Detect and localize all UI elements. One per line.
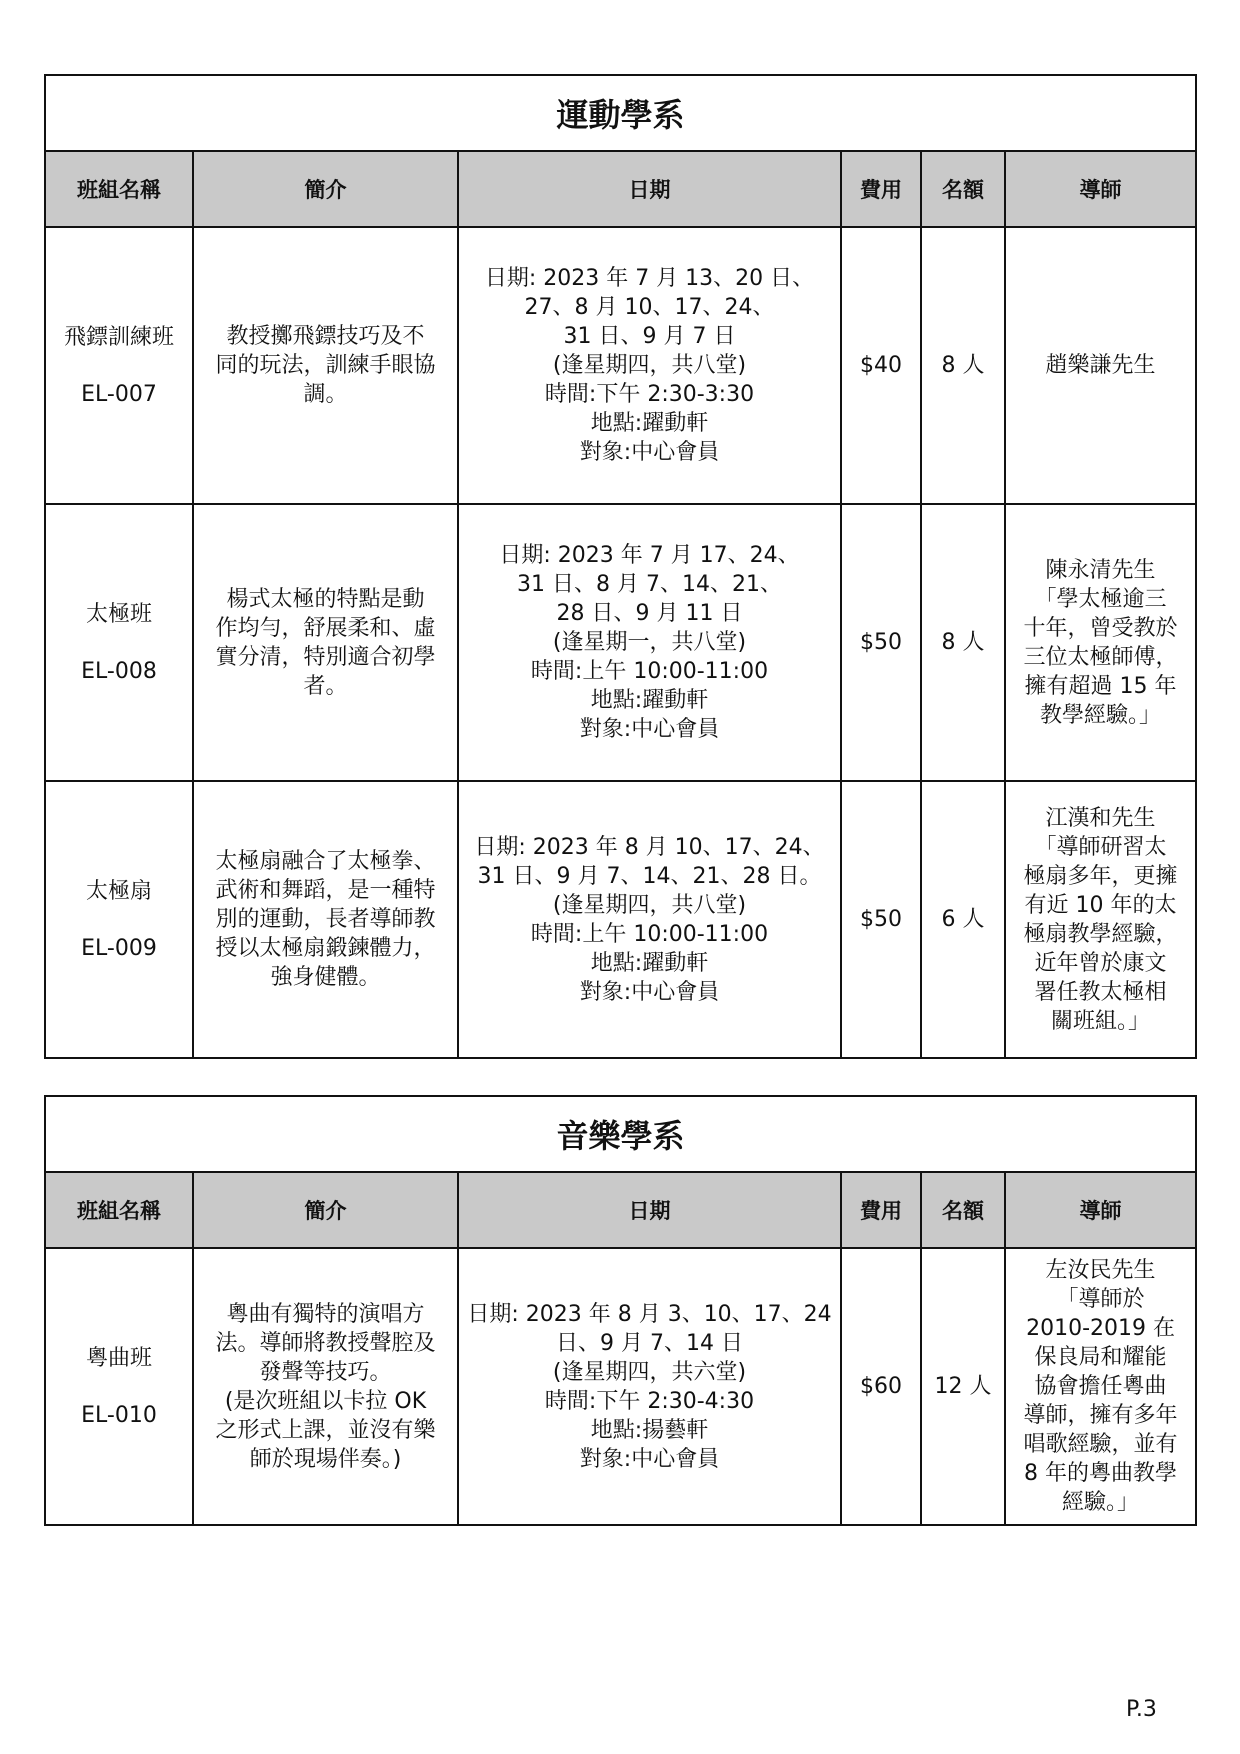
class-name-cell bbox=[45, 504, 193, 781]
tutor-line: 教學經驗。」 bbox=[1040, 702, 1162, 728]
class-name-cell bbox=[45, 1248, 193, 1525]
intro-line: 武術和舞蹈，是一種特 bbox=[215, 878, 436, 903]
date-line: 31 日、9 月 7 日 bbox=[563, 324, 736, 349]
date-line: 對象:中心會員 bbox=[579, 1446, 720, 1472]
date-line: (逢星期四，共六堂) bbox=[552, 1359, 747, 1385]
date-line: 日期: 2023 年 8 月 3、10、17、24 bbox=[467, 1301, 832, 1327]
intro-line: 粵曲有獨特的演唱方 bbox=[226, 1301, 425, 1327]
intro-line: 楊式太極的特點是動 bbox=[226, 586, 425, 612]
tutor-line: 左汝民先生 bbox=[1045, 1258, 1156, 1283]
header-date: 日期 bbox=[458, 1172, 841, 1248]
class-code: EL-010 bbox=[81, 1402, 157, 1428]
class-name: 太極班 bbox=[85, 601, 152, 627]
date-line: 地點:躍動軒 bbox=[590, 950, 709, 976]
tutor-line: 保良局和耀能 bbox=[1034, 1345, 1167, 1370]
header-quota: 名額 bbox=[921, 1172, 1005, 1248]
class-name: 飛鏢訓練班 bbox=[63, 324, 174, 350]
date-line: 日期: 2023 年 7 月 13、20 日、 bbox=[484, 266, 815, 291]
tutor-line: 江漢和先生 bbox=[1045, 805, 1156, 831]
intro-line: 強身健體。 bbox=[270, 965, 381, 990]
date-line: 31 日、9 月 7、14、21、28 日。 bbox=[477, 863, 822, 889]
date-cell bbox=[458, 781, 841, 1058]
date-line: (逢星期四，共八堂) bbox=[552, 892, 747, 918]
date-line: 地點:揚藝軒 bbox=[590, 1417, 709, 1443]
intro-line: 同的玩法，訓練手眼協 bbox=[215, 353, 436, 378]
tutor-line: 導師，擁有多年 bbox=[1023, 1403, 1178, 1428]
tutor-cell bbox=[1005, 504, 1196, 781]
fee-cell: $40 bbox=[841, 227, 921, 504]
tutor-line: 三位太極師傅， bbox=[1023, 644, 1178, 670]
intro-line: 之形式上課，並沒有樂 bbox=[215, 1417, 436, 1443]
intro-line: 太極扇融合了太極拳、 bbox=[215, 849, 436, 874]
tutor-line: 唱歌經驗，並有 bbox=[1023, 1432, 1178, 1457]
music-department-table bbox=[44, 1095, 1197, 1526]
date-line: 對象:中心會員 bbox=[579, 717, 720, 742]
intro-line: 實分清，特別適合初學 bbox=[215, 644, 436, 670]
sport-department-table bbox=[44, 74, 1197, 1059]
intro-line: (是次班組以卡拉 OK bbox=[224, 1388, 427, 1414]
date-line: 時間:下午 2:30-3:30 bbox=[544, 382, 755, 407]
table-row bbox=[45, 504, 1196, 781]
class-code: EL-007 bbox=[81, 381, 157, 407]
header-intro: 簡介 bbox=[193, 151, 458, 227]
class-code: EL-009 bbox=[81, 935, 157, 961]
date-line: 對象:中心會員 bbox=[579, 440, 720, 465]
date-line: 28 日、9 月 11 日 bbox=[556, 601, 743, 626]
intro-cell bbox=[193, 781, 458, 1058]
header-tutor: 導師 bbox=[1005, 1172, 1196, 1248]
table-row bbox=[45, 781, 1196, 1058]
tutor-line: 陳永清先生 bbox=[1045, 557, 1156, 583]
header-class-name: 班組名稱 bbox=[45, 1172, 193, 1248]
intro-line: 作均勻，舒展柔和、虛 bbox=[215, 615, 436, 641]
intro-line: 教授擲飛鏢技巧及不 bbox=[226, 324, 425, 349]
intro-line: 師於現場伴奏。) bbox=[249, 1446, 402, 1472]
header-tutor: 導師 bbox=[1005, 151, 1196, 227]
header-fee: 費用 bbox=[841, 151, 921, 227]
tutor-line: 極扇多年，更擁 bbox=[1023, 863, 1178, 889]
header-intro: 簡介 bbox=[193, 1172, 458, 1248]
fee-cell: $50 bbox=[841, 504, 921, 781]
quota-cell: 8 人 bbox=[921, 227, 1005, 504]
date-line: 日、9 月 7、14 日 bbox=[556, 1330, 743, 1356]
tutor-line: 「學太極逾三 bbox=[1034, 586, 1167, 612]
tutor-line: 經驗。」 bbox=[1062, 1490, 1140, 1515]
class-name: 太極扇 bbox=[85, 878, 152, 904]
date-cell bbox=[458, 504, 841, 781]
date-line: 地點:躍動軒 bbox=[590, 411, 709, 436]
date-line: 時間:上午 10:00-11:00 bbox=[530, 659, 769, 684]
intro-cell bbox=[193, 1248, 458, 1525]
tutor-line: 十年，曾受教於 bbox=[1023, 615, 1178, 641]
quota-cell: 12 人 bbox=[921, 1248, 1005, 1525]
header-date: 日期 bbox=[458, 151, 841, 227]
tutor-cell bbox=[1005, 227, 1196, 504]
tutor-line: 2010-2019 在 bbox=[1026, 1316, 1175, 1341]
fee-cell: $60 bbox=[841, 1248, 921, 1525]
tutor-line: 「導師研習太 bbox=[1034, 834, 1167, 860]
tutor-cell bbox=[1005, 781, 1196, 1058]
tutor-line: 署任教太極相 bbox=[1034, 979, 1167, 1005]
date-line: 時間:上午 10:00-11:00 bbox=[530, 921, 769, 947]
class-code: EL-008 bbox=[81, 658, 157, 684]
class-name: 粵曲班 bbox=[85, 1345, 152, 1371]
section-title: 運動學系 bbox=[45, 75, 1196, 151]
tutor-line: 「導師於 bbox=[1056, 1287, 1145, 1312]
tutor-line: 極扇教學經驗， bbox=[1023, 921, 1178, 947]
quota-cell: 6 人 bbox=[921, 781, 1005, 1058]
intro-line: 別的運動，長者導師教 bbox=[215, 907, 436, 932]
tutor-line: 近年曾於康文 bbox=[1034, 950, 1167, 976]
table-row bbox=[45, 227, 1196, 504]
date-cell bbox=[458, 1248, 841, 1525]
tutor-line: 8 年的粵曲教學 bbox=[1024, 1461, 1178, 1486]
date-line: 31 日、8 月 7、14、21、 bbox=[517, 572, 782, 597]
intro-line: 授以太極扇鍛鍊體力， bbox=[215, 936, 436, 961]
date-line: 時間:下午 2:30-4:30 bbox=[544, 1388, 755, 1414]
date-line: 27、8 月 10、17、24、 bbox=[524, 295, 775, 320]
header-quota: 名額 bbox=[921, 151, 1005, 227]
date-cell bbox=[458, 227, 841, 504]
date-line: 日期: 2023 年 7 月 17、24、 bbox=[499, 543, 800, 568]
intro-cell bbox=[193, 504, 458, 781]
tutor-line: 有近 10 年的太 bbox=[1024, 892, 1177, 918]
fee-cell: $50 bbox=[841, 781, 921, 1058]
date-line: (逢星期一，共八堂) bbox=[552, 630, 747, 655]
tutor-line: 關班組。」 bbox=[1051, 1008, 1151, 1034]
tutor-cell bbox=[1005, 1248, 1196, 1525]
date-line: (逢星期四，共八堂) bbox=[552, 353, 747, 378]
header-class-name: 班組名稱 bbox=[45, 151, 193, 227]
tutor-line: 趙樂謙先生 bbox=[1045, 353, 1156, 378]
page-number: P.3 bbox=[1126, 1697, 1157, 1722]
date-line: 日期: 2023 年 8 月 10、17、24、 bbox=[474, 834, 825, 860]
quota-cell: 8 人 bbox=[921, 504, 1005, 781]
tutor-line: 協會擔任粵曲 bbox=[1034, 1374, 1167, 1399]
intro-line: 者。 bbox=[303, 673, 348, 699]
header-fee: 費用 bbox=[841, 1172, 921, 1248]
date-line: 地點:躍動軒 bbox=[590, 688, 709, 713]
intro-line: 發聲等技巧。 bbox=[259, 1359, 392, 1385]
intro-cell bbox=[193, 227, 458, 504]
intro-line: 法。導師將教授聲腔及 bbox=[215, 1330, 436, 1356]
table-row bbox=[45, 1248, 1196, 1525]
class-name-cell bbox=[45, 227, 193, 504]
section-title: 音樂學系 bbox=[45, 1096, 1196, 1172]
class-name-cell bbox=[45, 781, 193, 1058]
tutor-line: 擁有超過 15 年 bbox=[1024, 673, 1177, 699]
intro-line: 調。 bbox=[303, 382, 348, 407]
date-line: 對象:中心會員 bbox=[579, 979, 720, 1005]
